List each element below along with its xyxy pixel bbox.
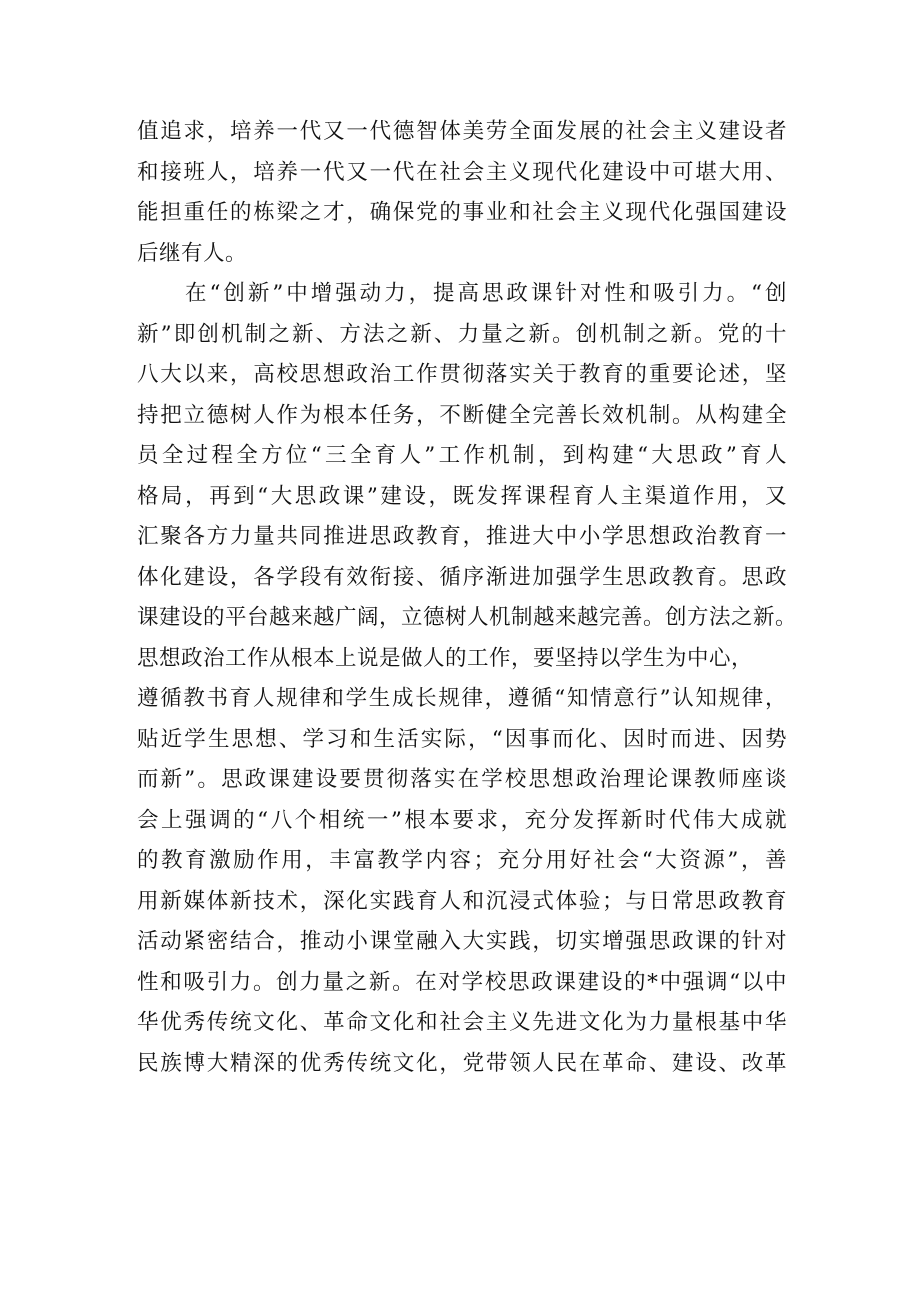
paragraph-first-line: 在“创新”中增强动力，提高思政课针对性和吸引力。“创: [185, 281, 787, 306]
text-line: 遵循教书育人规律和学生成长规律，遵循“知情意行”认知规律，: [137, 686, 787, 711]
text-line: 八大以来，高校思想政治工作贯彻落实关于教育的重要论述，坚: [137, 362, 787, 387]
text-line: 持把立德树人作为根本任务，不断健全完善长效机制。从构建全: [137, 402, 787, 428]
text-line: 体化建设，各学段有效衔接、循序渐进加强学生思政教育。思政: [137, 564, 787, 590]
text-line: 员全过程全方位“三全育人”工作机制，到构建“大思政”育人: [137, 443, 787, 468]
text-line: 课建设的平台越来越广阔，立德树人机制越来越完善。创方法之新。: [137, 605, 798, 630]
text-line: 活动紧密结合，推动小课堂融入大实践，切实增强思政课的针对: [137, 929, 787, 954]
text-line: 后继有人。: [137, 240, 248, 266]
text-line: 贴近学生思想、学习和生活实际，“因事而化、因时而进、因势: [137, 726, 787, 752]
text-line: 民族博大精深的优秀传统文化，党带领人民在革命、建设、改革: [137, 1050, 787, 1076]
text-line: 性和吸引力。创力量之新。在对学校思政课建设的*中强调“以中: [137, 969, 787, 995]
text-line: 华优秀传统文化、革命文化和社会主义先进文化为力量根基中华: [137, 1010, 787, 1035]
text-line: 思想政治工作从根本上说是做人的工作，要坚持以学生为中心，: [137, 645, 754, 671]
document-body: [137, 112, 798, 1084]
text-line: 能担重任的栋梁之才，确保党的事业和社会主义现代化强国建设: [137, 200, 787, 225]
text-line: 汇聚各方力量共同推进思政教育，推进大中小学思想政治教育一: [137, 524, 787, 549]
text-line: 值追求，培养一代又一代德智体美劳全面发展的社会主义建设者: [137, 119, 787, 144]
text-line: 新”即创机制之新、方法之新、力量之新。创机制之新。党的十: [137, 321, 787, 347]
text-line: 的教育激励作用，丰富教学内容；充分用好社会“大资源”，善: [137, 848, 787, 873]
text-line: 会上强调的“八个相统一”根本要求，充分发挥新时代伟大成就: [137, 807, 787, 833]
text-line: 格局，再到“大思政课”建设，既发挥课程育人主渠道作用，又: [137, 483, 787, 509]
text-line: 用新媒体新技术，深化实践育人和沉浸式体验；与日常思政教育: [137, 888, 787, 914]
text-line: 而新”。思政课建设要贯彻落实在学校思想政治理论课教师座谈: [137, 767, 787, 792]
text-line: 和接班人，培养一代又一代在社会主义现代化建设中可堪大用、: [137, 159, 787, 185]
